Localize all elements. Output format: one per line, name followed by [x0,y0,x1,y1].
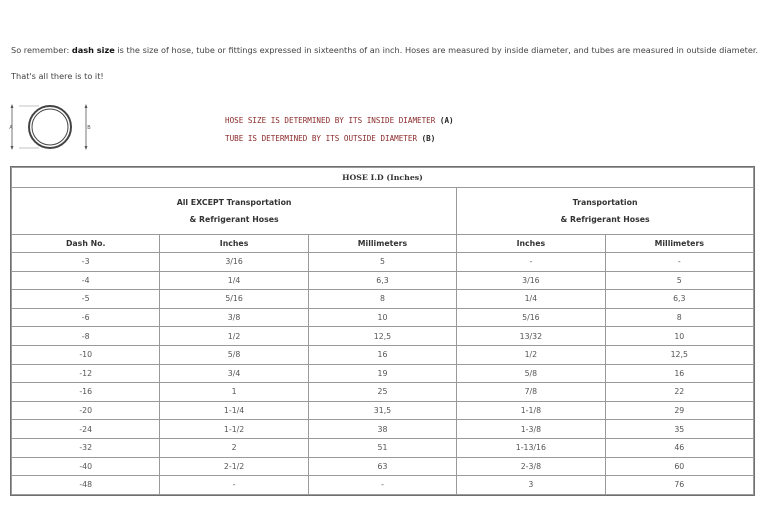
cell-dash: -48 [12,476,160,495]
cell-transport-inches: 5/16 [457,308,605,327]
table-row [12,401,754,420]
cell-dash: -5 [12,290,160,309]
cell-dash: -24 [12,420,160,439]
hose-diameter-diagram [8,103,98,151]
diagram-label-b: B [87,125,91,131]
cell-transport-millimeters: 35 [605,420,753,439]
cell-inches: 3/8 [160,308,308,327]
cell-dash: -6 [12,308,160,327]
cell-millimeters: - [308,476,456,495]
cell-transport-inches: 1/2 [457,345,605,364]
table-row [12,364,754,383]
cell-transport-inches: 1-3/8 [457,420,605,439]
arrow-b-bottom [85,146,88,150]
table-body [12,253,754,495]
cell-dash: -12 [12,364,160,383]
cell-transport-inches: 5/8 [457,364,605,383]
table-row [12,383,754,402]
cell-millimeters: 31,5 [308,401,456,420]
table-row [12,271,754,290]
cell-transport-inches: 3/16 [457,271,605,290]
cell-millimeters: 63 [308,457,456,476]
column-header-transport-millimeters: Millimeters [605,235,753,253]
table-row [12,345,754,364]
table-title: HOSE I.D (Inches) [12,168,754,188]
cell-millimeters: 51 [308,438,456,457]
diameter-notes [225,116,454,152]
cell-millimeters: 5 [308,253,456,272]
cell-transport-millimeters: 10 [605,327,753,346]
cell-transport-millimeters: 12,5 [605,345,753,364]
tube-size-note [225,134,454,152]
cell-transport-millimeters: 60 [605,457,753,476]
cell-millimeters: 19 [308,364,456,383]
cell-inches: 1/4 [160,271,308,290]
cell-transport-inches: - [457,253,605,272]
group-header-transport-line1: Transportation [572,198,638,207]
cell-transport-millimeters: 22 [605,383,753,402]
column-header-millimeters: Millimeters [308,235,456,253]
cell-inches: 1-1/4 [160,401,308,420]
table-row [12,457,754,476]
table-row [12,476,754,495]
cell-transport-millimeters: 16 [605,364,753,383]
cell-transport-millimeters: 46 [605,438,753,457]
column-header-transport-inches: Inches [457,235,605,253]
group-header-standard-line1: All EXCEPT Transportation [176,198,292,207]
cell-millimeters: 6,3 [308,271,456,290]
cell-inches: - [160,476,308,495]
cell-transport-millimeters: 8 [605,308,753,327]
cell-millimeters: 16 [308,345,456,364]
cell-transport-inches: 7/8 [457,383,605,402]
arrow-a-top [11,104,14,108]
intro-prefix: So remember: [11,45,72,55]
cell-transport-inches: 13/32 [457,327,605,346]
column-header-dash: Dash No. [12,235,160,253]
hose-size-note [225,116,454,134]
hose-size-note-text: HOSE SIZE IS DETERMINED BY ITS INSIDE DIAMETER [225,116,440,125]
intro-suffix: is the size of hose, tube or fittings expressed in sixteenths of an inch. Hoses are measured by inside diameter, and tubes are measured in outside diameter. [114,45,759,55]
cell-millimeters: 38 [308,420,456,439]
group-header-standard-line2: & Refrigerant Hoses [189,215,279,224]
cell-transport-inches: 1-13/16 [457,438,605,457]
cell-inches: 2 [160,438,308,457]
table-row [12,290,754,309]
cell-millimeters: 8 [308,290,456,309]
cell-transport-millimeters: 29 [605,401,753,420]
hose-size-table [11,167,754,495]
cell-transport-inches: 3 [457,476,605,495]
cell-millimeters: 12,5 [308,327,456,346]
tube-size-note-letter: (B) [421,134,436,143]
cell-dash: -3 [12,253,160,272]
cell-transport-millimeters: 6,3 [605,290,753,309]
column-header-inches: Inches [160,235,308,253]
diagram-label-a: A [9,125,13,131]
table-row [12,253,754,272]
cell-transport-millimeters: 5 [605,271,753,290]
hose-size-note-letter: (A) [439,116,454,125]
cell-inches: 1/2 [160,327,308,346]
intro-paragraph [11,45,768,55]
table-row [12,327,754,346]
cell-dash: -32 [12,438,160,457]
cell-dash: -20 [12,401,160,420]
cell-dash: -10 [12,345,160,364]
intro-term: dash size [71,45,115,55]
cell-inches: 5/16 [160,290,308,309]
cell-transport-millimeters: 76 [605,476,753,495]
cell-inches: 1-1/2 [160,420,308,439]
group-header-standard [12,188,457,235]
cell-inches: 5/8 [160,345,308,364]
cell-transport-millimeters: - [605,253,753,272]
cell-millimeters: 10 [308,308,456,327]
cell-inches: 3/4 [160,364,308,383]
cell-millimeters: 25 [308,383,456,402]
tube-size-note-text: TUBE IS DETERMINED BY ITS OUTSIDE DIAMETER [225,134,422,143]
cell-transport-inches: 1/4 [457,290,605,309]
hose-outer-circle [29,106,71,148]
cell-inches: 1 [160,383,308,402]
arrow-a-bottom [11,146,14,150]
arrow-b-top [85,104,88,108]
cell-dash: -4 [12,271,160,290]
cell-transport-inches: 1-1/8 [457,401,605,420]
cell-dash: -40 [12,457,160,476]
group-header-transport [457,188,754,235]
cell-inches: 3/16 [160,253,308,272]
cell-transport-inches: 2-3/8 [457,457,605,476]
hose-inner-circle [32,109,68,145]
table-row [12,308,754,327]
cell-dash: -16 [12,383,160,402]
cell-dash: -8 [12,327,160,346]
cell-inches: 2-1/2 [160,457,308,476]
closing-text: That's all there is to it! [11,71,104,81]
group-header-transport-line2: & Refrigerant Hoses [560,215,650,224]
table-row [12,438,754,457]
table-row [12,420,754,439]
